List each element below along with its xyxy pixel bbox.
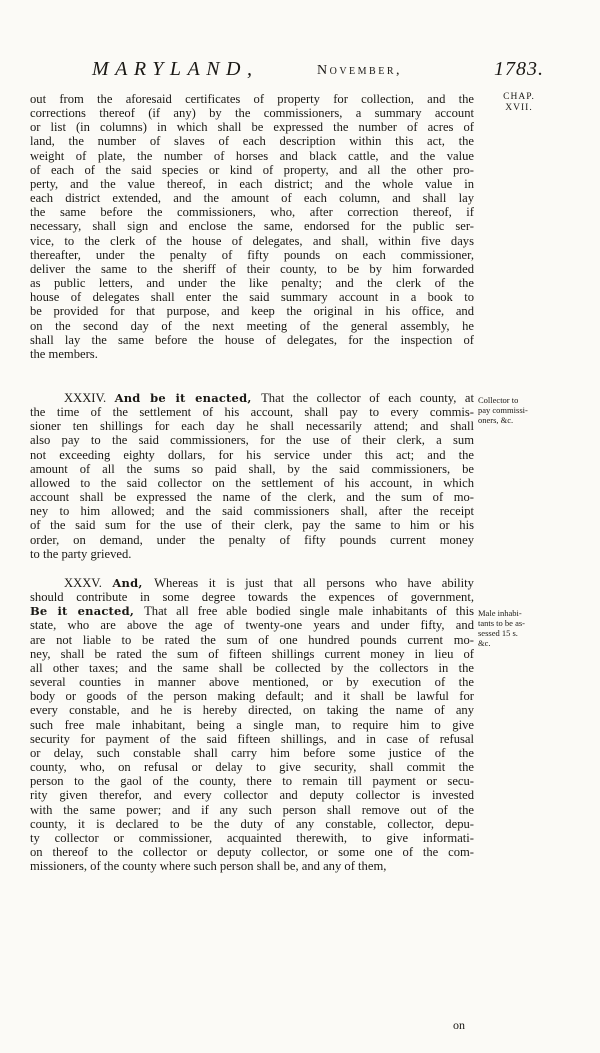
text-line: deliver the same to the sheriff of their county, to be by him forwarded — [30, 261, 474, 276]
text-line: ney to him allowed; and the said commissioners shall, after the receipt — [30, 504, 474, 519]
catchword: on — [453, 1018, 465, 1032]
enacting-clause: Be it enacted, — [30, 604, 145, 619]
margin-note-male-inhabitants — [478, 608, 550, 648]
text-line: county, who, on refusal or delay to give security, shall commit the — [30, 760, 474, 775]
text-line: weight of plate, the number of horses and black cattle, and the value — [30, 148, 474, 163]
text-line: to the party grieved. — [30, 546, 132, 561]
margin-note-collector — [478, 395, 550, 425]
text-line: allowed to the said collector on the settlement of his account, in which — [30, 475, 474, 490]
text-line: each district extended, and the amount of each column, and shall lay — [30, 191, 474, 206]
chapter-number: XVII. — [505, 103, 533, 113]
text-line: out from the aforesaid certificates of property for collection, and the — [30, 92, 474, 106]
text-line: rity given therefor, and every collector and deputy collector is invested — [30, 788, 474, 803]
text-line: missioners, of the county where such person shall be, and any of them, — [30, 859, 387, 874]
text-line: ney, shall be rated the sum of fifteen shillings current money in lieu of — [30, 646, 474, 661]
text-line: house of delegates shall enter the said summary account in a book to — [30, 290, 474, 305]
text-line: thereafter, under the penalty of fifty pounds on each commissioner, — [30, 247, 474, 262]
text-line: corrections thereof (if any) by the commissioners, a summary account — [30, 106, 474, 121]
margin-note-line: Male inhabi- — [478, 608, 522, 618]
section-xxxiv — [30, 391, 474, 561]
margin-note-line: Collector to — [478, 395, 519, 405]
text-line: on thereof to the collector or deputy collector, or some one of the com- — [30, 844, 474, 859]
text-line: XXXIV. And be it enacted, That the collector of each county, at — [64, 391, 475, 405]
enacting-clause: And be it enacted, — [114, 391, 262, 405]
text-line: county, it is declared to be the duty of any constable, collector, depu- — [30, 816, 474, 831]
text-line: account shall be expressed the name of the clerk, and the sum of mo- — [30, 490, 474, 505]
text-line: should contribute in some degree towards the expences of government, — [30, 590, 474, 605]
paragraph-body — [30, 391, 474, 561]
paragraph-body — [30, 576, 474, 873]
margin-note-line: oners, &c. — [478, 415, 514, 425]
text-line: vice, to the clerk of the house of delegates, and shall, within five days — [30, 233, 474, 248]
header-month: November, — [317, 63, 403, 78]
text-line: or list (in columns) in which shall be expressed the number of acres of — [30, 120, 474, 135]
margin-note-line: pay commissi- — [478, 405, 528, 415]
text-line: XXXV. And, Whereas it is just that all persons who have ability — [64, 576, 474, 590]
text-line: order, on demand, under the penalty of fifty pounds current money — [30, 532, 474, 547]
text-line: or delay, such constable shall carry him before some justice of the — [30, 745, 474, 760]
text-line: as public letters, and under the like penalty; and the clerk of the — [30, 276, 474, 291]
text-line: several counties in manner above mentioned, or by execution of the — [30, 675, 474, 690]
text-line: sioner ten shillings for each day he shall necessarily attend; and shall — [30, 419, 474, 434]
text-line: all other taxes; and the same shall be collected by the collectors in the — [30, 660, 474, 675]
section-number: XXXV. — [64, 576, 113, 590]
text-line: amount of all the sums so paid shall, by the said commissioners, be — [30, 461, 474, 476]
text-line: shall lay the same before the house of delegates, for the inspection of — [30, 332, 474, 347]
text-line: state, who are above the age of twenty-one years and under fifty, and — [30, 618, 474, 633]
text-line: with the same power; and if any such person shall remove out of the — [30, 802, 474, 817]
text-line: the same before the commissioners, who, after correction thereof, if — [30, 205, 474, 220]
enacting-clause: And, — [112, 576, 155, 590]
text-line: every constable, and he is hereby directed, on taking the name of any — [30, 703, 474, 718]
text-line: the members. — [30, 346, 98, 361]
section-number: XXXIV. — [64, 391, 115, 405]
margin-note-line: sessed 15 s. — [478, 628, 518, 638]
chapter-label: CHAP. — [503, 92, 535, 102]
text-line: the time of the settlement of his account, shall pay to every commis- — [30, 405, 474, 420]
text-line: necessary, shall sign and enclose the same, endorsed for the public ser- — [30, 219, 474, 234]
text-line: person to the gaol of the county, there to remain till payment or secu- — [30, 774, 474, 789]
text-line: land, the number of slaves of each description within this act, the — [30, 134, 474, 149]
header-title: MARYLAND, — [92, 58, 259, 80]
text-line: also pay to the said commissioners, for the use of their clerk, a sum — [30, 433, 474, 448]
text-line: body or goods of the person making default; and it shall be lawful for — [30, 689, 474, 704]
text-line: of each of the said species or kind of property, and all the other pro- — [30, 162, 474, 177]
section-xxxv — [30, 576, 474, 873]
text-line: ty collector or commissioner, acquainted therewith, to give informati- — [30, 830, 474, 845]
text-line: perty, and the value thereof, in each district; and the whole value in — [30, 176, 474, 191]
paragraph-body — [30, 92, 474, 361]
running-header — [92, 58, 544, 86]
text-line: on the second day of the next meeting of the general assembly, he — [30, 318, 474, 333]
margin-note-line: &c. — [478, 638, 491, 648]
text-line: such free male inhabitant, being a single man, to require him to give — [30, 717, 474, 732]
text-line: of the said sum for the use of their clerk, pay the same to him or his — [30, 518, 474, 533]
text-line: Be it enacted, That all free able bodied single male inhabitants of this — [30, 604, 474, 619]
header-year: 1783. — [494, 58, 544, 80]
chapter-marker — [488, 92, 550, 114]
text-line: security for payment of the said fifteen shillings, and in case of refusal — [30, 731, 474, 746]
text-line: not exceeding eighty dollars, for his service under this act; and the — [30, 447, 474, 462]
text-line: be provided for that purpose, and keep the original in his office, and — [30, 304, 474, 319]
text-line: are not liable to be rated the sum of one hundred pounds current mo- — [30, 632, 474, 647]
margin-note-line: tants to be as- — [478, 618, 525, 628]
paragraph-continued — [30, 92, 474, 361]
